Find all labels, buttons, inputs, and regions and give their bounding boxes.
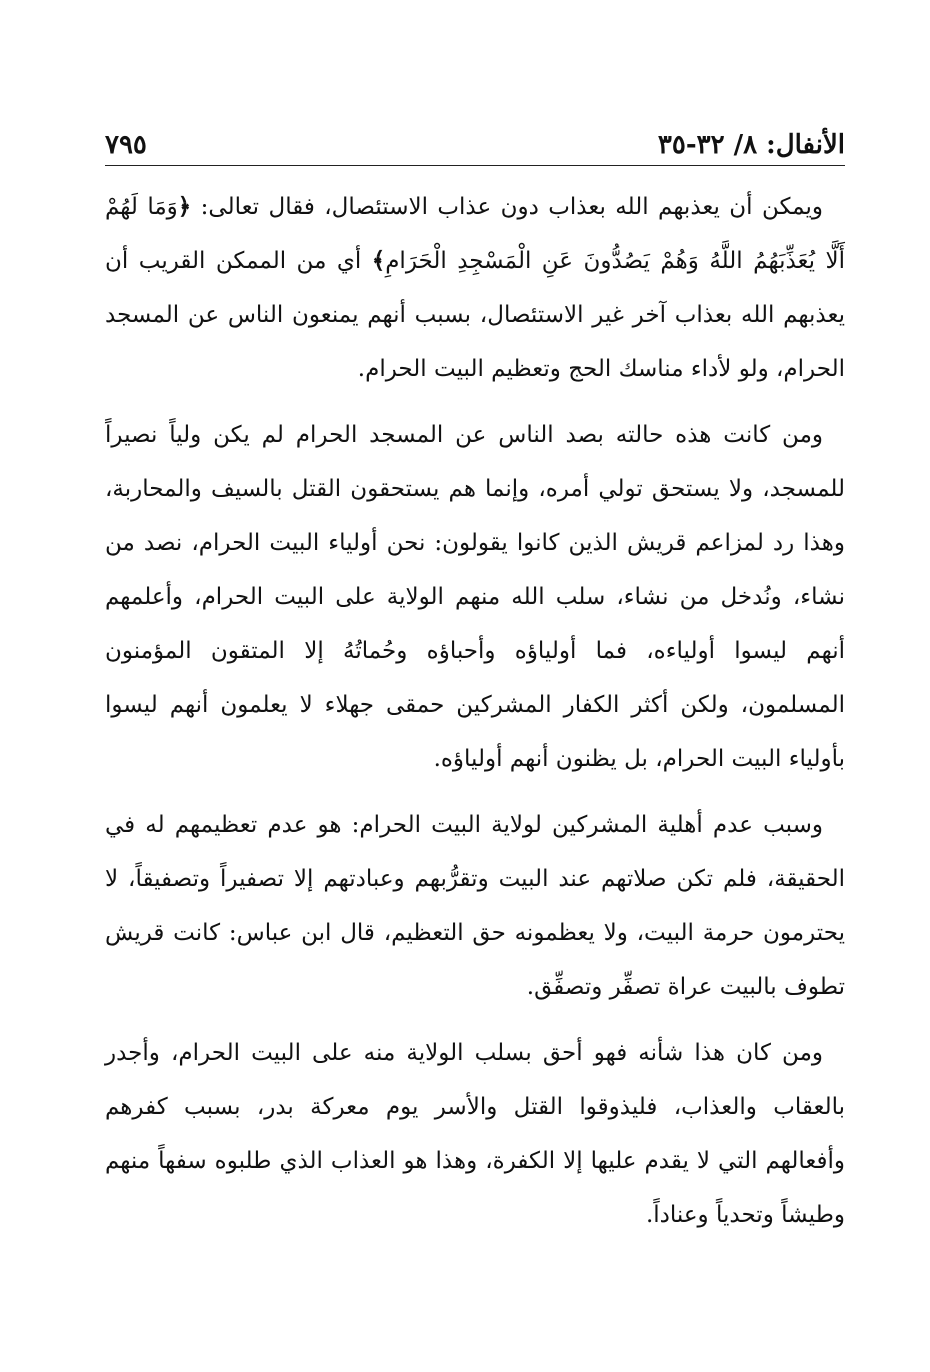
surah-reference: الأنفال: ٨/ ٣٢-٣٥: [657, 130, 845, 160]
body-text: [105, 180, 845, 1254]
quran-open-bracket: ﴿: [177, 193, 192, 220]
paragraph-3: وسبب عدم أهلية المشركين لولاية البيت الحرام: هو عدم تعظيمهم له في الحقيقة، فلم تكن صلاتهم عند البيت وتقرُّبهم وعبادتهم إلا تصفيراً وتصفيقاً، لا يحترمون حرمة البيت، ولا يعظمونه حق التعظيم، قال ابن عباس: كانت قريش تطوف بالبيت عراة تصفِّر وتصفِّق.: [105, 812, 845, 1000]
paragraph-1-before: ويمكن أن يعذبهم الله بعذاب دون عذاب الاستئصال، فقال تعالى:: [191, 194, 823, 220]
paragraph-1: [105, 180, 845, 396]
page-number: ٧٩٥: [105, 130, 147, 160]
page-header: [105, 120, 845, 160]
paragraph-4: ومن كان هذا شأنه فهو أحق بسلب الولاية منه على البيت الحرام، وأجدر بالعقاب والعذاب، فليذوقوا القتل والأسر يوم معركة بدر، بسبب كفرهم وأفعالهم التي لا يقدم عليها إلا الكفرة، وهذا هو العذاب الذي طلبوه سفهاً منهم وطيشاً وتحدياً وعناداً.: [105, 1040, 845, 1228]
paragraph-1-after: أي من الممكن القريب أن يعذبهم الله بعذاب آخر غير الاستئصال، بسبب أنهم يمنعون الناس عن المسجد الحرام، ولو لأداء مناسك الحج وتعظيم البيت الحرام.: [105, 248, 845, 382]
paragraph-2: ومن كانت هذه حالته بصد الناس عن المسجد الحرام لم يكن ولياً نصيراً للمسجد، ولا يستحق تولي أمره، وإنما هم يستحقون القتل بالسيف والمحاربة، وهذا رد لمزاعم قريش الذين كانوا يقولون: نحن أولياء البيت الحرام، نصد من نشاء، ونُدخل من نشاء، سلب الله منهم الولاية على البيت الحرام، وأعلمهم أنهم ليسوا أولياءه، فما أولياؤه وأحباؤه وحُماتُهُ إلا المتقون المؤمنون المسلمون، ولكن أكثر الكفار المشركين حمقى جهلاء لا يعلمون أنهم ليسوا بأولياء البيت الحرام، بل يظنون أنهم أولياؤه.: [105, 422, 845, 772]
header-rule: [105, 165, 845, 166]
quran-verse: وَمَا لَهُمْ أَلَّا يُعَذِّبَهُمُ اللَّهُ وَهُمْ يَصُدُّونَ عَنِ الْمَسْجِدِ الْحَرَامِ: [105, 194, 845, 274]
quran-close-bracket: ﴾: [371, 247, 386, 274]
